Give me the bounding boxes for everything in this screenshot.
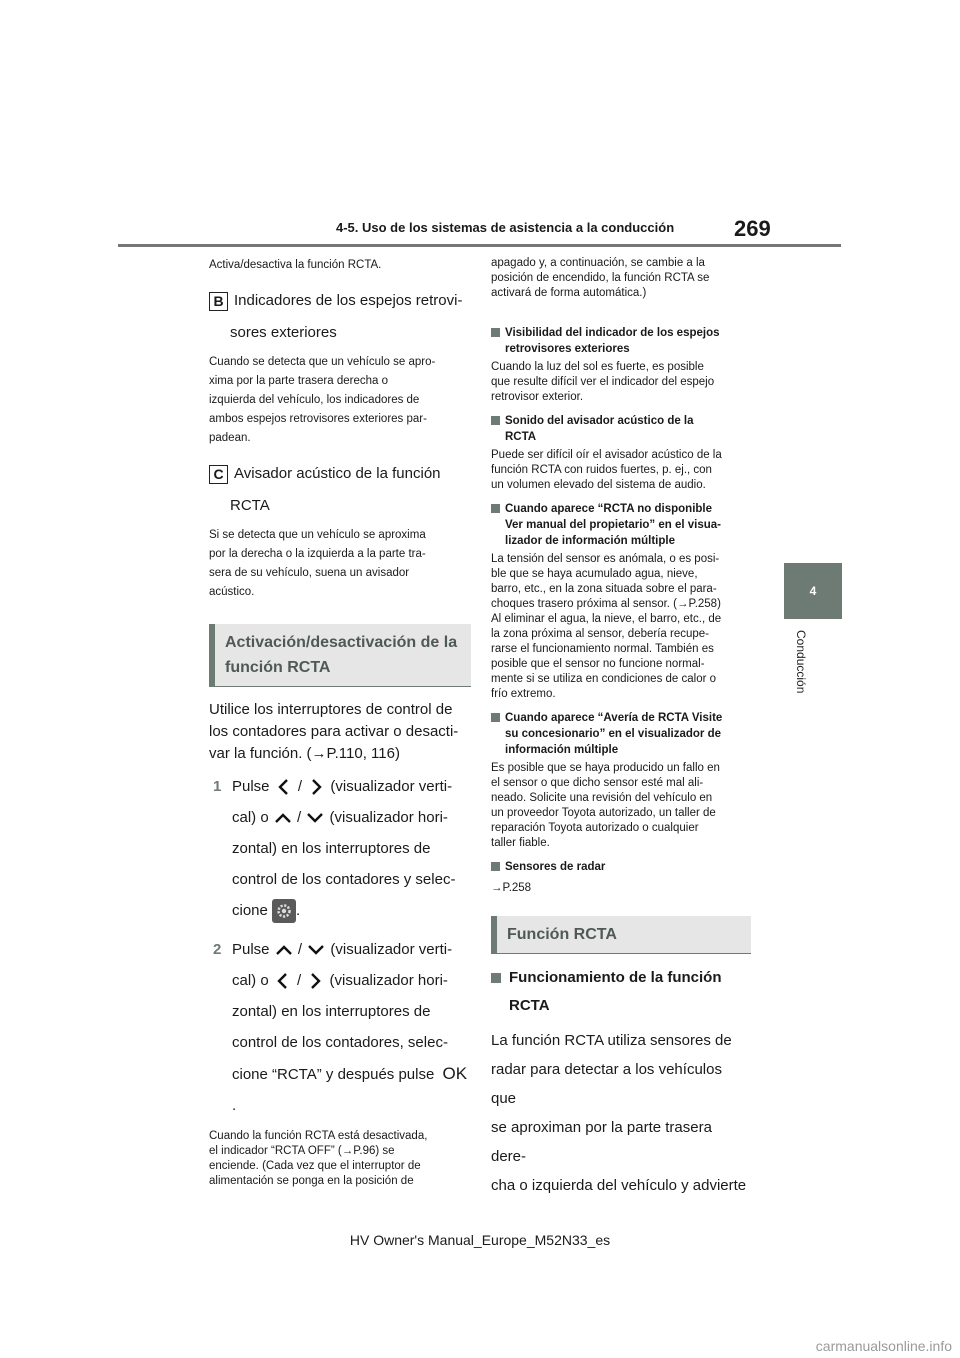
item-c-title-line1: Avisador acústico de la función: [234, 465, 441, 482]
continuation-text: [491, 256, 751, 301]
watermark: carmanualsonline.info: [815, 1338, 952, 1354]
square-bullet-icon: [491, 328, 500, 337]
note-body-line: mente si se utiliza en condiciones de calor o: [491, 673, 717, 685]
item-c-description: [209, 526, 471, 602]
label-c: C: [209, 465, 228, 484]
activation-line: var la función. (→P.110, 116): [209, 745, 400, 762]
step-text: (visualizador hori-: [329, 809, 448, 826]
chevron-up-icon: [273, 809, 293, 827]
step-text: Pulse: [232, 778, 270, 795]
note-title: Visibilidad del indicador de los espejos retrovisores exteriores: [491, 325, 751, 357]
step-text: (visualizador verti-: [330, 778, 453, 795]
footer-manual-id: HV Owner's Manual_Europe_M52N33_es: [349, 1232, 611, 1248]
item-b-title-line2: sores exteriores: [230, 324, 337, 341]
square-bullet-icon: [491, 862, 500, 871]
item-b-description: [209, 353, 471, 448]
note-body-line: un proveedor Toyota autorizado, un taller de: [491, 807, 716, 819]
note-body-line: el sensor o que dicho sensor esté mal ali-: [491, 777, 704, 789]
step-2-line5: [209, 1058, 471, 1121]
note-body-line: reparación Toyota autorizado o cualquier: [491, 822, 699, 834]
step-1-line1: [209, 771, 471, 802]
note-body-line: posible que el sensor no funcione normal-: [491, 658, 705, 670]
chapter-label: Conducción: [794, 630, 808, 694]
function-heading: Función RCTA: [491, 916, 751, 954]
item-b-line: xima por la parte trasera derecha o: [209, 375, 388, 387]
note-line: enciende. (Cada vez que el interruptor de: [209, 1160, 421, 1172]
intro-text: Activa/desactiva la función RCTA.: [209, 259, 382, 271]
step-text: .: [296, 902, 301, 919]
item-c-title-line2: RCTA: [230, 497, 270, 514]
step-2-line2: [209, 965, 471, 996]
activation-text: [209, 699, 471, 765]
step-separator: /: [297, 972, 302, 989]
operation-line: radar para detectar a los vehículos que: [491, 1061, 722, 1107]
chevron-left-icon: [273, 972, 293, 990]
note-line: Cuando la función RCTA está desactivada,: [209, 1130, 428, 1142]
note-body-line: ble que se haya acumulado agua, nieve,: [491, 568, 698, 580]
operation-line: cha o izquierda del vehículo y advierte: [491, 1177, 747, 1194]
note-unavailable: [491, 501, 751, 702]
chevron-down-icon: [305, 809, 325, 827]
step-1-line3: zontal) en los interruptores de: [232, 840, 431, 857]
step-text: cione “RCTA” y después pulse: [232, 1066, 435, 1083]
square-bullet-icon: [491, 416, 500, 425]
activation-heading: Activación/desactivación de la función RCTA: [209, 624, 471, 687]
note-title: Sonido del avisador acústico de la RCTA: [491, 413, 751, 445]
continuation-line: activará de forma automática.): [491, 287, 647, 299]
step-text: Pulse: [232, 941, 270, 958]
step-text: cione: [232, 902, 268, 919]
item-b-line: izquierda del vehículo, los indicadores de: [209, 394, 420, 406]
square-bullet-icon: [491, 713, 500, 722]
label-b: B: [209, 292, 228, 311]
note-body-line: frío extremo.: [491, 688, 556, 700]
step-2-number: 2: [213, 941, 222, 958]
note-body-line: Al eliminar el agua, la nieve, el barro, etc., de: [491, 613, 722, 625]
page-reference-link[interactable]: →P.258: [491, 882, 532, 894]
note-body-line: Puede ser difícil oír el avisador acústico de la: [491, 449, 722, 461]
right-column: [491, 256, 751, 1200]
note-body-line: función RCTA con ruidos fuertes, p. ej., con: [491, 464, 712, 476]
item-c-line: acústico.: [209, 586, 255, 598]
step-text: (visualizador hori-: [329, 972, 448, 989]
note-malfunction: [491, 710, 751, 851]
note-body-line: la zona próxima al sensor, debería recupe-: [491, 628, 709, 640]
note-body-line: retrovisor exterior.: [491, 391, 584, 403]
step-1-line5: [209, 895, 471, 926]
section-title: 4-5. Uso de los sistemas de asistencia a la conducción: [336, 220, 675, 235]
note-body-line: un volumen elevado del sistema de audio.: [491, 479, 706, 491]
note-title: Cuando aparece “Avería de RCTA Visite su concesionario” en el visualizador de información múltiple: [491, 710, 751, 758]
chapter-tab: 4: [784, 563, 842, 619]
item-b-line: Cuando se detecta que un vehículo se apro-: [209, 356, 436, 368]
item-b-line: ambos espejos retrovisores exteriores par-: [209, 413, 427, 425]
note-radar: [491, 859, 751, 896]
note-body-line: que resulte difícil ver el indicador del espejo: [491, 376, 715, 388]
note-title: Cuando aparece “RCTA no disponible Ver manual del propietario” en el visua- lizador de información múltiple: [491, 501, 751, 549]
note-line: el indicador “RCTA OFF” (→P.96) se: [209, 1145, 395, 1157]
settings-gear-icon: [272, 899, 296, 923]
activation-line: los contadores para activar o desacti-: [209, 723, 459, 740]
step-2-line1: [209, 934, 471, 965]
item-b: [209, 287, 471, 448]
chevron-right-icon: [305, 972, 325, 990]
step-2-line4: control de los contadores, selec-: [232, 1034, 448, 1051]
item-c-line: Si se detecta que un vehículo se aproxima: [209, 529, 426, 541]
step-2: [209, 934, 471, 1121]
item-c: [209, 460, 471, 602]
square-bullet-icon: [491, 504, 500, 513]
item-c-line: sera de su vehículo, suena un avisador: [209, 567, 410, 579]
step-separator: /: [297, 809, 302, 826]
note-body-line: barro, etc., en la zona situada sobre el para-: [491, 583, 717, 595]
item-b-line: padean.: [209, 432, 251, 444]
activation-line: Utilice los interruptores de control de: [209, 701, 453, 718]
continuation-line: posición de encendido, la función RCTA se: [491, 272, 710, 284]
note-body-line: neado. Solicite una revisión del vehículo en: [491, 792, 713, 804]
item-b-title-line1: Indicadores de los espejos retrovi-: [234, 292, 463, 309]
step-separator: /: [297, 941, 303, 958]
step-text: .: [232, 1097, 237, 1114]
step-2-line3: zontal) en los interruptores de: [232, 1003, 431, 1020]
rcta-off-note: [209, 1129, 471, 1189]
note-visibility: [491, 325, 751, 405]
note-body-line: taller fiable.: [491, 837, 550, 849]
chevron-down-icon: [306, 941, 326, 959]
continuation-line: apagado y, a continuación, se cambie a la: [491, 257, 705, 269]
page-number: 269: [734, 216, 771, 241]
left-column: [209, 256, 471, 1189]
chevron-right-icon: [306, 778, 326, 796]
step-text: cal) o: [232, 809, 269, 826]
step-text: (visualizador verti-: [330, 941, 453, 958]
step-1-line2: [209, 802, 471, 833]
step-separator: /: [297, 778, 303, 795]
note-body-line: La tensión del sensor es anómala, o es posi-: [491, 553, 720, 565]
note-body-line: choques trasero próxima al sensor. (→P.258): [491, 598, 721, 610]
note-body-line: Cuando la luz del sol es fuerte, es posible: [491, 361, 704, 373]
note-body-line: rarse el funcionamiento normal. También es: [491, 643, 714, 655]
item-c-line: por la derecha o la izquierda a la parte tra-: [209, 548, 426, 560]
square-bullet-icon: [491, 973, 501, 983]
step-1-line4: control de los contadores y selec-: [232, 871, 456, 888]
ok-button-glyph: OK: [442, 1064, 468, 1083]
item-c-title: [209, 460, 471, 520]
note-line: alimentación se ponga en la posición de: [209, 1175, 414, 1187]
operation-line: se aproximan por la parte trasera dere-: [491, 1119, 712, 1165]
step-1: [209, 771, 471, 926]
step-text: cal) o: [232, 972, 269, 989]
note-title: Sensores de radar: [491, 859, 751, 875]
note-sound: [491, 413, 751, 493]
header-divider: [118, 244, 841, 247]
operation-subsection: [491, 964, 751, 1200]
operation-title: Funcionamiento de la función RCTA: [491, 964, 751, 1020]
step-1-number: 1: [213, 778, 222, 795]
operation-line: La función RCTA utiliza sensores de: [491, 1032, 732, 1049]
chevron-left-icon: [274, 778, 294, 796]
note-body-line: Es posible que se haya producido un fallo en: [491, 762, 720, 774]
item-b-title: [209, 287, 471, 347]
chevron-up-icon: [274, 941, 294, 959]
